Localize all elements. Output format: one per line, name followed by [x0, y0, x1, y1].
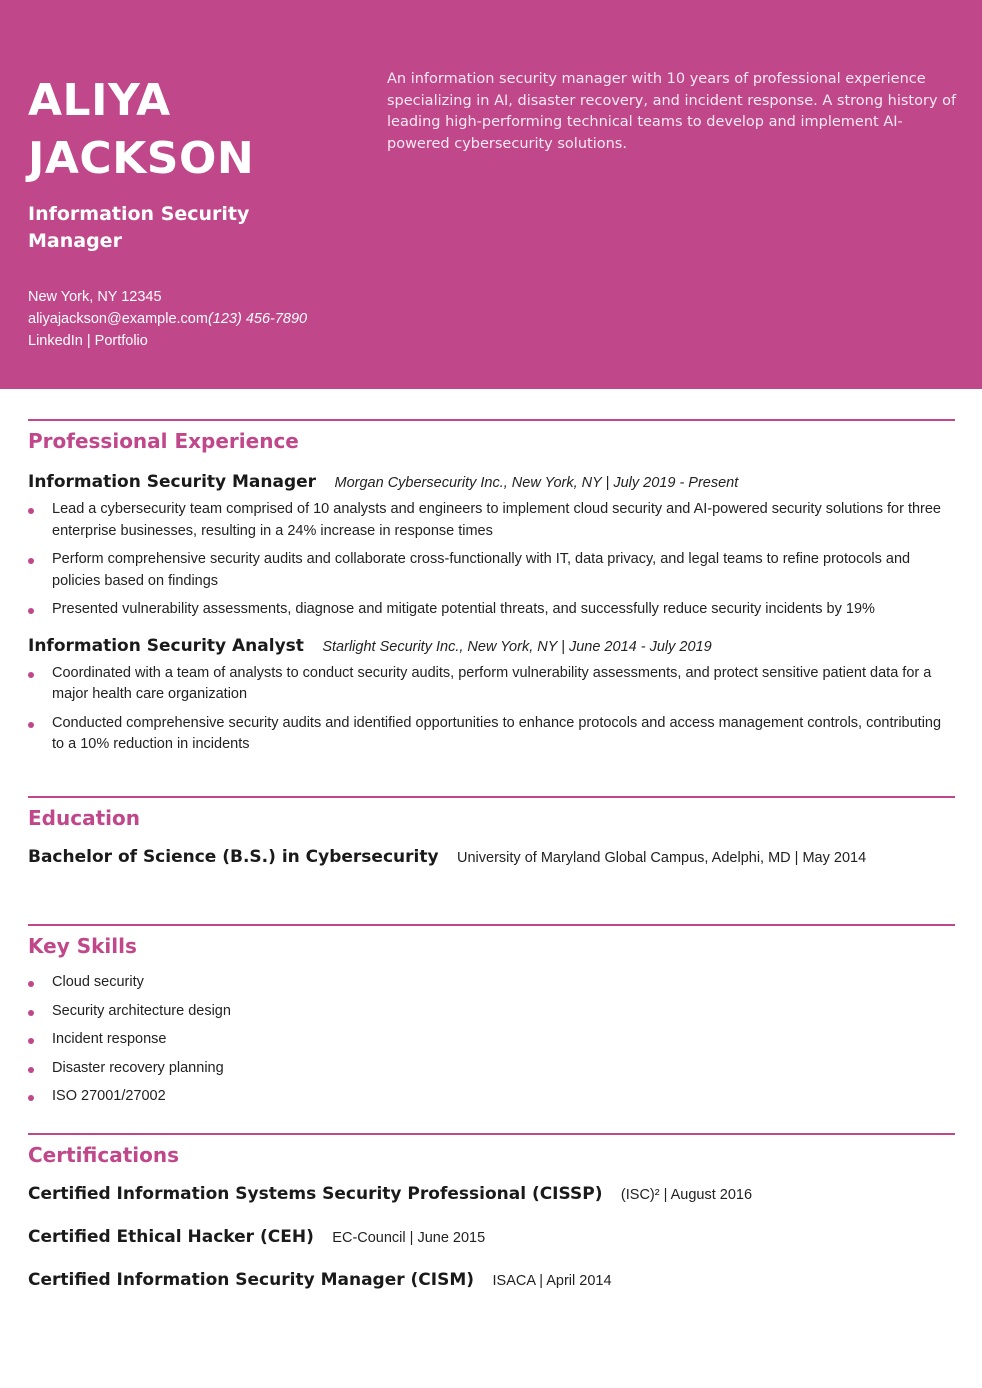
job-entry	[28, 472, 955, 492]
resume-header	[0, 0, 982, 389]
job-entry	[28, 636, 955, 656]
bullet-item: Conducted comprehensive security audits and identified opportunities to enhance protocols and access management controls, contributing to a 10% reduction in incidents	[28, 713, 955, 756]
skill-item: Incident response	[28, 1029, 955, 1051]
summary: An information security manager with 10 years of professional experience specializing in AI, disaster recovery, and incident response. A strong history of leading high-performing technical teams to develop and implement AI-powered cybersecurity solutions.	[387, 71, 957, 152]
skills-section	[28, 924, 955, 1108]
bullet-dot	[28, 1010, 34, 1016]
skills-list	[28, 972, 955, 1108]
skills-heading: Key Skills	[28, 934, 137, 958]
candidate-name	[28, 72, 358, 188]
certifications-section	[28, 1133, 955, 1290]
certification-name: Certified Information Security Manager (CISM)	[28, 1270, 475, 1290]
bullet-item: Lead a cybersecurity team comprised of 10 analysts and engineers to implement cloud security and AI-powered security solutions for three enterprise businesses, resulting in a 24% increase in response times	[28, 499, 955, 542]
certification-meta: ISACA | April 2014	[492, 1273, 612, 1289]
bullet-dot	[28, 1067, 34, 1073]
experience-heading: Professional Experience	[28, 429, 299, 453]
first-name: ALIYA	[28, 75, 171, 126]
candidate-title: Information Security Manager	[28, 203, 250, 252]
skill-item: Security architecture design	[28, 1001, 955, 1023]
email-link[interactable]: aliyajackson@example.com	[28, 311, 208, 327]
job-bullets	[28, 663, 955, 756]
bullet-dot	[28, 1038, 34, 1044]
phone: (123) 456-7890	[207, 311, 308, 327]
education-entry	[28, 847, 955, 867]
email-phone-line	[28, 308, 307, 330]
profile-links[interactable]: LinkedIn | Portfolio	[28, 333, 148, 349]
certification-name: Certified Ethical Hacker (CEH)	[28, 1227, 314, 1247]
certification-entry	[28, 1184, 955, 1204]
bullet-item: Presented vulnerability assessments, diagnose and mitigate potential threats, and successfully reduce security incidents by 19%	[28, 599, 955, 621]
education-heading: Education	[28, 806, 140, 830]
job-bullets	[28, 499, 955, 621]
certifications-heading: Certifications	[28, 1143, 179, 1167]
bullet-dot	[28, 508, 34, 514]
contact-info	[28, 286, 307, 352]
job-meta: Morgan Cybersecurity Inc., New York, NY | July 2019 - Present	[334, 475, 739, 491]
degree: Bachelor of Science (B.S.) in Cybersecurity	[28, 847, 439, 867]
bullet-dot	[28, 608, 34, 614]
location: New York, NY 12345	[28, 289, 162, 305]
bullet-dot	[28, 981, 34, 987]
bullet-dot	[28, 672, 34, 678]
school-meta: University of Maryland Global Campus, Adelphi, MD | May 2014	[457, 850, 867, 866]
experience-section	[28, 419, 955, 756]
bullet-item: Coordinated with a team of analysts to conduct security audits, perform vulnerability assessments, and protect sensitive patient data for a major health care organization	[28, 663, 955, 706]
bullet-dot	[28, 1095, 34, 1101]
skill-item: Cloud security	[28, 972, 955, 994]
last-name: JACKSON	[28, 133, 255, 184]
bullet-dot	[28, 558, 34, 564]
education-section	[28, 796, 955, 867]
skill-item: Disaster recovery planning	[28, 1058, 955, 1080]
bullet-item: Perform comprehensive security audits and collaborate cross-functionally with IT, data privacy, and legal teams to refine protocols and policies based on findings	[28, 549, 955, 592]
job-title: Information Security Analyst	[28, 635, 304, 656]
certification-meta: EC-Council | June 2015	[332, 1230, 486, 1246]
bullet-dot	[28, 722, 34, 728]
certification-entry	[28, 1227, 955, 1247]
certification-meta: (ISC)² | August 2016	[620, 1187, 753, 1203]
job-meta: Starlight Security Inc., New York, NY | June 2014 - July 2019	[322, 638, 712, 655]
job-title: Information Security Manager	[28, 472, 317, 492]
certification-name: Certified Information Systems Security Professional (CISSP)	[28, 1184, 603, 1204]
skill-item: ISO 27001/27002	[28, 1086, 955, 1108]
certification-entry	[28, 1270, 955, 1290]
